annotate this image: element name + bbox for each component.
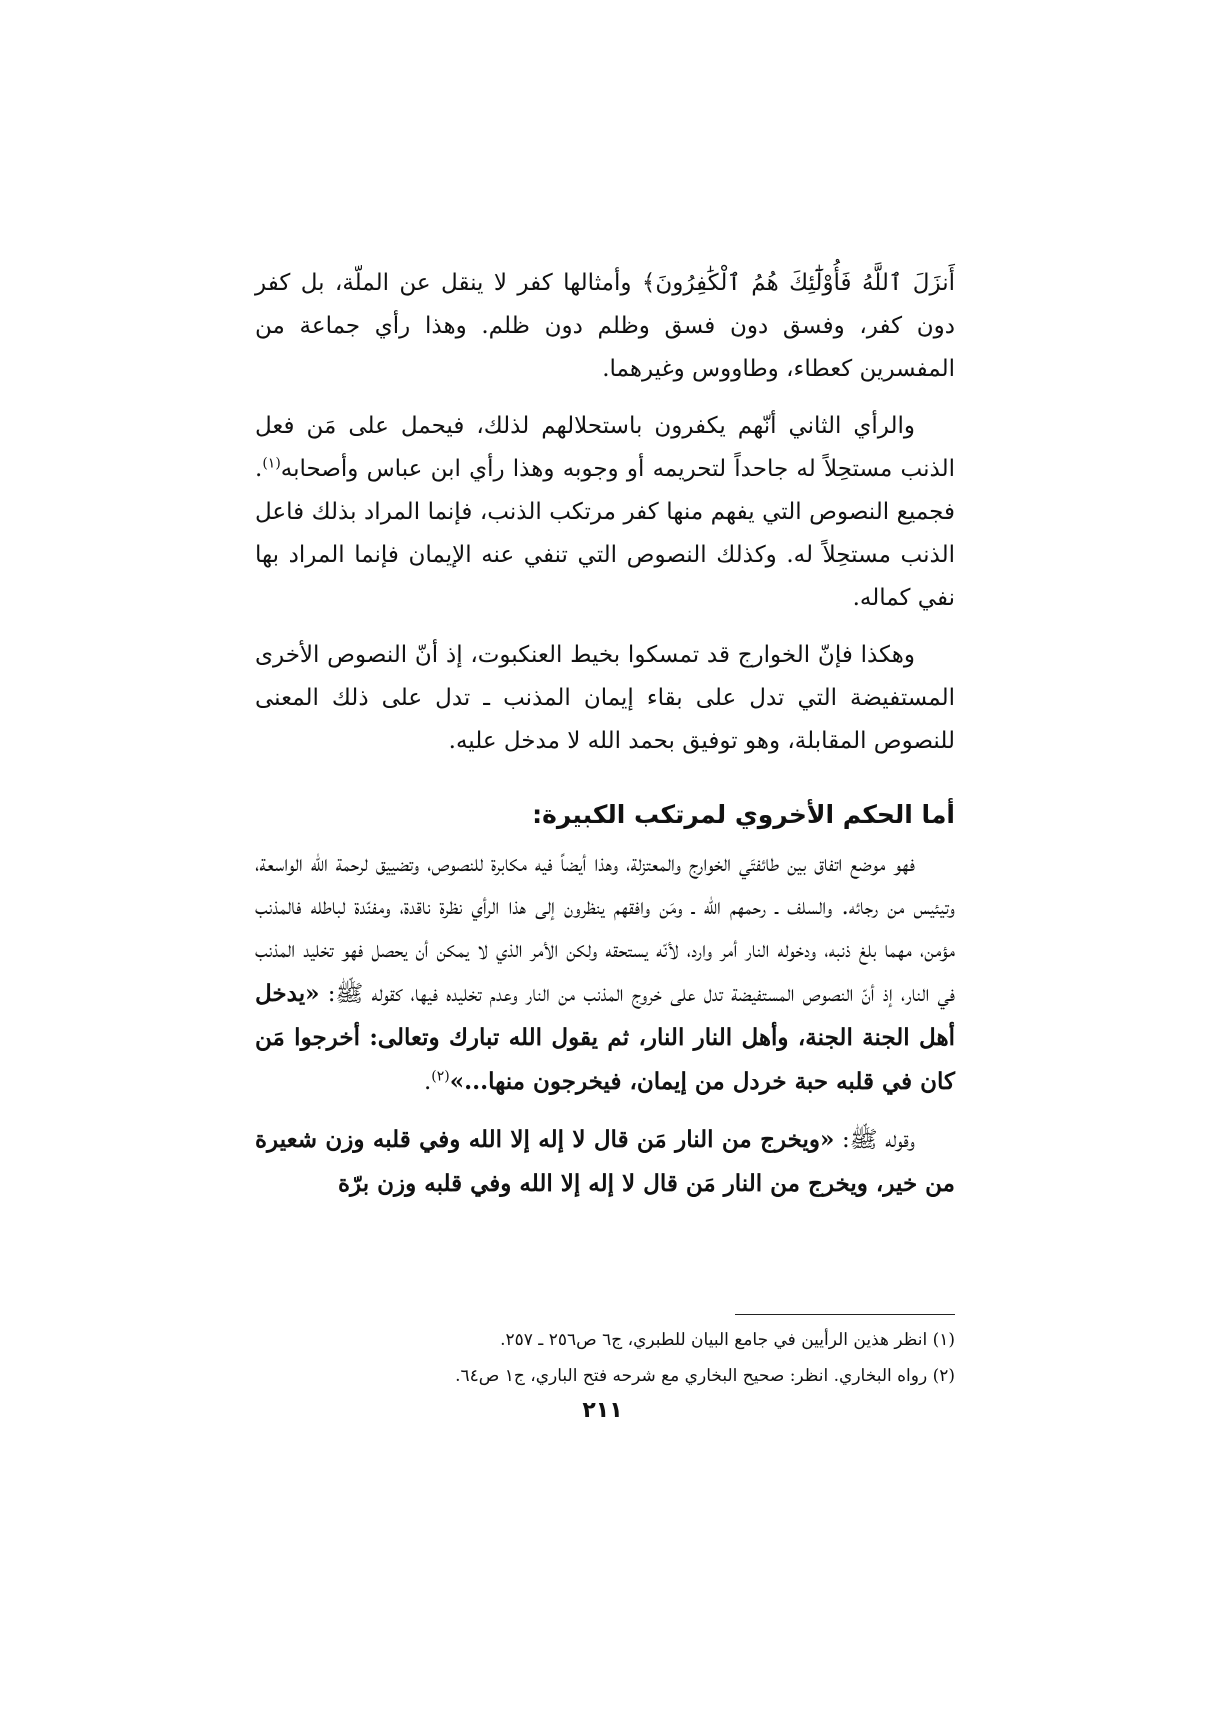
paragraph-2-text-b: . فجميع النصوص التي يفهم منها كفر مرتكب الذنب، فإنما المراد بذلك فاعل الذنب مستحِلاً له. وكذلك النصوص التي تنفي عنه الإيمان فإنما المراد بها نفي كماله. [255,456,955,611]
paragraph-3-text: وهكذا فإنّ الخوارج قد تمسكوا بخيط العنكبوت، إذ أنّ النصوص الأخرى المستفيضة التي تدل على بقاء إيمان المذنب ـ تدل على ذلك المعنى للنصوص المقابلة، وهو توفيق بحمد الله لا مدخل عليه. [255,642,955,754]
paragraph-1-text: أَنزَلَ ٱللَّهُ فَأُوْلَٰٓئِكَ هُمُ ٱلْكَٰفِرُونَ﴾ وأمثالها كفر لا ينقل عن الملّة، بل كفر دون كفر، وفسق دون فسق وظلم دون ظلم. وهذا رأي جماعة من المفسرين كعطاء، وطاووس وغيرهما. [255,270,955,382]
footnote-ref-2: (٢) [431,1068,450,1085]
paragraph-4-text: فهو موضع اتفاق بين طائفتَي الخوارج والمعتزلة، وهذا أيضاً فيه مكابرة للنصوص، وتضييق لرحمة الله الواسعة، وتيئيس من رجائه. والسلف ـ رحمهم الله ـ ومَن وافقهم ينظرون إلى هذا الرأي نظرة ناقدة، ومفنّدة لباطله فالمذنب مؤمن، مهما بلغ ذنبه، ودخوله النار أمر وارد، لأنّه يستحقه ولكن الأمر الذي لا يمكن أن يحصل فهو تخليد المذنب في النار، إذ أنّ النصوص المستفيضة تدل على خروج المذنب من النار وعدم تخليده فيها، كقوله ﷺ: [255,851,955,1007]
page-body [255,262,955,1206]
paragraph-5 [255,1118,955,1206]
paragraph-3 [255,634,955,763]
footnote-ref-1: (١) [262,455,281,472]
hadith-quote-2: «ويخرج من النار مَن قال لا إله إلا الله وفي قلبه وزن شعيرة من خير، ويخرج من النار مَن قال لا إله إلا الله وفي قلبه وزن برّة [255,1126,955,1197]
footnotes [255,1322,955,1394]
page-number: ٢١١ [582,1398,623,1423]
footnote-divider [735,1314,955,1315]
paragraph-2-text-a: والرأي الثاني أنّهم يكفرون باستحلالهم لذلك، فيحمل على مَن فعل الذنب مستحِلاً له جاحداً لتحريمه أو وجوبه وهذا رأي ابن عباس وأصحابه [255,413,955,482]
paragraph-1 [255,262,955,391]
section-heading: أما الحكم الأخروي لمرتكب الكبيرة: [532,800,955,829]
paragraph-5-text: وقوله ﷺ: [834,1127,915,1153]
paragraph-4-end: . [423,1069,432,1095]
paragraph-2 [255,405,955,620]
paragraph-4 [255,843,955,1104]
footnote-1: (١) انظر هذين الرأيين في جامع البيان للطبري، ج٦ ص٢٥٦ ـ ٢٥٧. [500,1330,955,1350]
hadith-quote-1: «يدخل أهل الجنة الجنة، وأهل النار النار، ثم يقول الله تبارك وتعالى: أخرجوا مَن كان في قلبه حبة خردل من إيمان، فيخرجون منها...» [255,980,955,1095]
footnote-2: (٢) رواه البخاري. انظر: صحيح البخاري مع شرحه فتح الباري، ج١ ص٦٤. [455,1366,955,1386]
